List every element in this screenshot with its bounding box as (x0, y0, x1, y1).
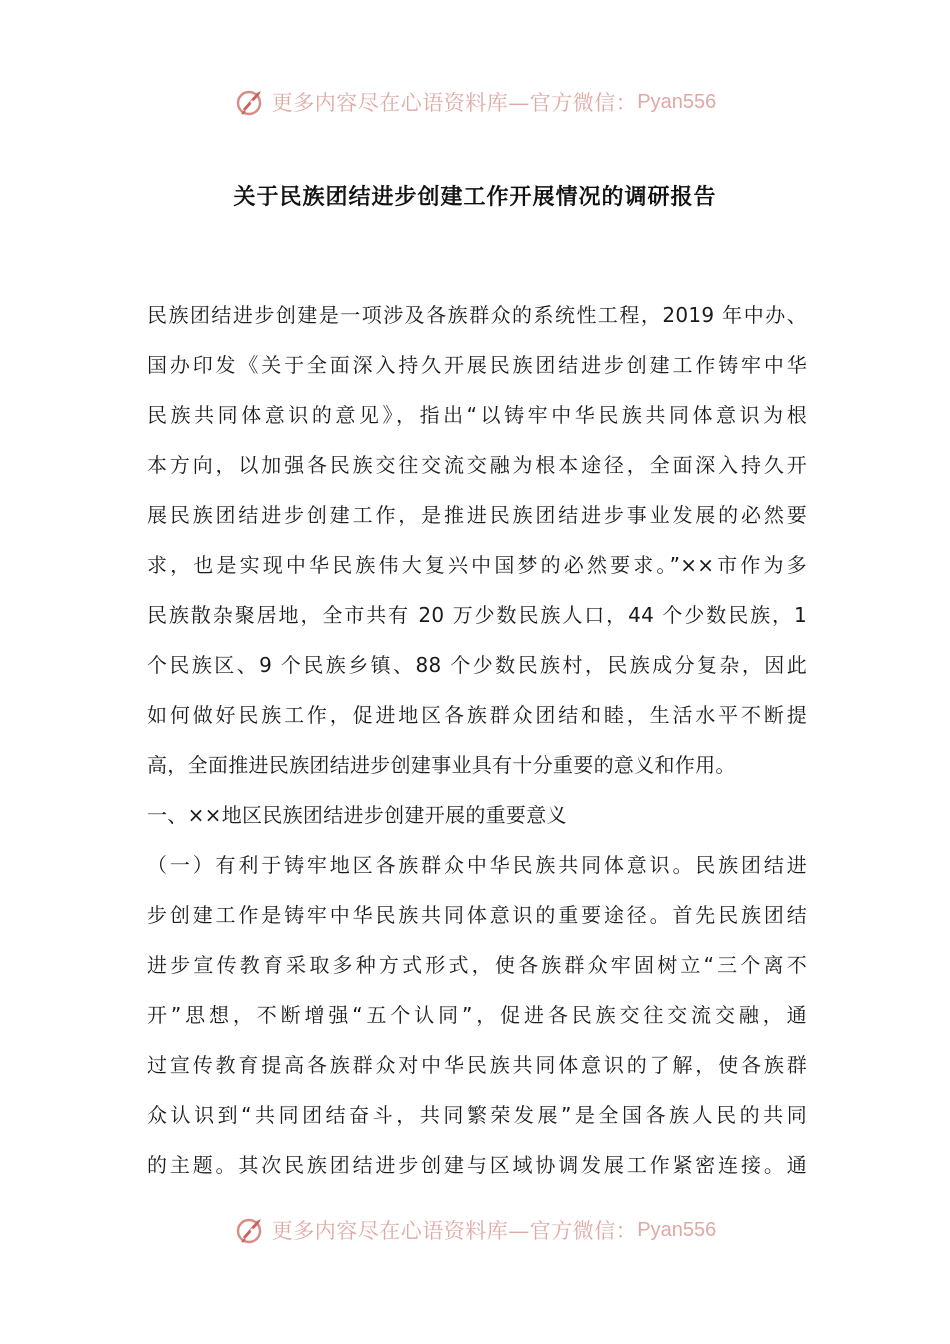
body-line: 民族散杂聚居地，全市共有 20 万少数民族人口，44 个少数民族，1 (147, 603, 807, 627)
body-line: 进步宣传教育采取多种方式形式，使各族群众牢固树立“三个离不 (147, 953, 807, 977)
body-line: 民族共同体意识的意见》，指出“以铸牢中华民族共同体意识为根 (147, 403, 807, 427)
body-line: 民族团结进步创建是一项涉及各族群众的系统性工程，2019 年中办、 (147, 303, 807, 327)
body-line: 众认识到“共同团结奋斗，共同繁荣发展”是全国各族人民的共同 (147, 1103, 807, 1127)
body-line: 展民族团结进步创建工作，是推进民族团结进步事业发展的必然要 (147, 503, 807, 527)
body-line: （一）有利于铸牢地区各族群众中华民族共同体意识。民族团结进 (147, 853, 807, 877)
document-body (147, 290, 807, 1190)
watermark-text: 更多内容尽在心语资料库—官方微信： (271, 91, 638, 115)
watermark-text: 更多内容尽在心语资料库—官方微信： (271, 1219, 638, 1243)
body-line: 国办印发《关于全面深入持久开展民族团结进步创建工作铸牢中华 (147, 353, 807, 377)
body-line: 的主题。其次民族团结进步创建与区域协调发展工作紧密连接。通 (147, 1153, 807, 1177)
watermark-wechat-id: Pyan556 (637, 90, 717, 113)
body-line: 本方向，以加强各民族交往交流交融为根本途径，全面深入持久开 (147, 453, 807, 477)
header-watermark (0, 82, 950, 122)
watermark-wechat-id: Pyan556 (637, 1218, 717, 1241)
section-heading: 一、××地区民族团结进步创建开展的重要意义 (147, 803, 567, 827)
body-line: 步创建工作是铸牢中华民族共同体意识的重要途径。首先民族团结 (147, 903, 807, 927)
body-line: 求，也是实现中华民族伟大复兴中国梦的必然要求。”××市作为多 (147, 553, 807, 577)
document-title: 关于民族团结进步创建工作开展情况的调研报告 (233, 185, 717, 210)
pen-nib-circle-icon (234, 85, 268, 119)
body-line: 如何做好民族工作，促进地区各族群众团结和睦，生活水平不断提 (147, 703, 807, 727)
body-line: 高，全面推进民族团结进步创建事业具有十分重要的意义和作用。 (147, 753, 736, 777)
body-line: 开”思想，不断增强“五个认同”，促进各民族交往交流交融，通 (147, 1003, 807, 1027)
body-line: 个民族区、9 个民族乡镇、88 个少数民族村，民族成分复杂，因此 (147, 653, 807, 677)
pen-nib-circle-icon (234, 1213, 268, 1247)
footer-watermark (0, 1210, 950, 1250)
body-line: 过宣传教育提高各族群众对中华民族共同体意识的了解，使各族群 (147, 1053, 807, 1077)
